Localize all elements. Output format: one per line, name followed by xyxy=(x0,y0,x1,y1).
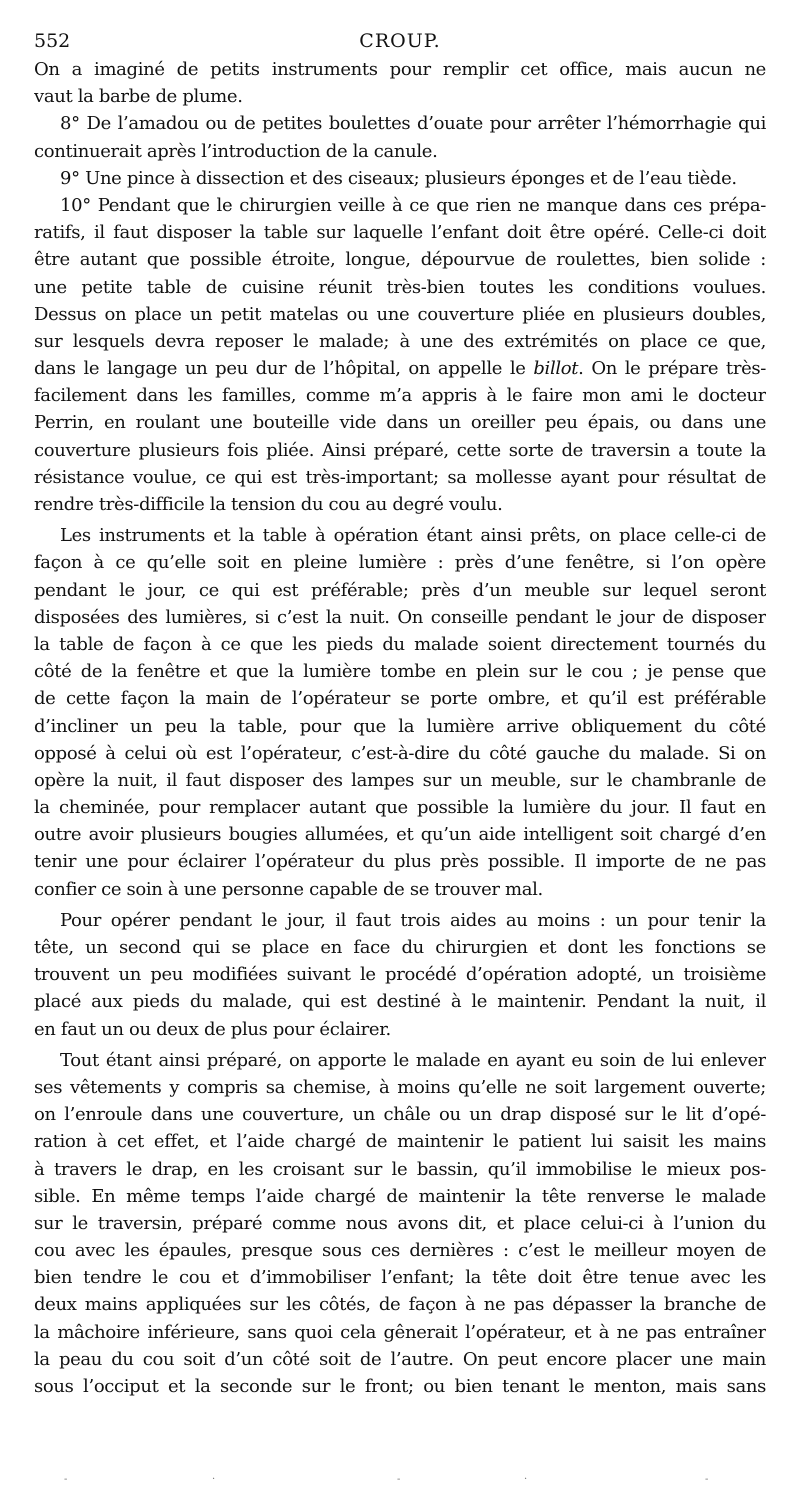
text-line: côté de la fenêtre et que la lumière tombe en plein sur le cou ; je pense que xyxy=(34,661,766,683)
text-line: sur lesquels devra reposer le malade; à une des extrémités on place ce que, xyxy=(34,330,766,352)
page-number: 552 xyxy=(34,30,71,52)
scan-mark: - xyxy=(397,1474,401,1485)
text-line: vaut la barbe de plume. xyxy=(34,86,243,108)
text-line: facilement dans les familles, comme m’a appris à le faire mon ami le docteur xyxy=(34,385,766,407)
text-line: sur le traversin, préparé comme nous avons dit, et place celui-ci à l’union du xyxy=(34,1212,766,1234)
scan-mark: - xyxy=(64,1474,68,1485)
text-line: une petite table de cuisine réunit très-bien toutes les conditions voulues. xyxy=(34,276,766,298)
text-line: continuerait après l’introduction de la canule. xyxy=(34,140,438,162)
text-line: à travers le drap, en les croisant sur le bassin, qu’il immobilise le mieux pos- xyxy=(34,1158,766,1180)
text-line: couverture plusieurs fois pliée. Ainsi préparé, cette sorte de traversin a toute la xyxy=(34,439,766,461)
text-line: sible. En même temps l’aide chargé de maintenir la tête renverse le malade xyxy=(34,1185,766,1207)
scan-mark: · xyxy=(524,1474,528,1485)
text-line: opère la nuit, il faut disposer des lampes sur un meuble, sur le chambranle de xyxy=(34,769,766,791)
running-head xyxy=(34,26,766,56)
scan-mark: - xyxy=(705,1474,709,1485)
text-line xyxy=(34,355,766,382)
text-line: tenir une pour éclairer l’opérateur du plus près possible. Il importe de ne pas xyxy=(34,851,766,873)
text-line: la peau du cou soit d’un côté soit de l’autre. On peut encore placer une main xyxy=(34,1348,766,1370)
text-line: Tout étant ainsi préparé, on apporte le malade en ayant eu soin de lui enlever xyxy=(60,1049,766,1071)
text-line: ses vêtements y compris sa chemise, à moins qu’elle ne soit largement ouverte; xyxy=(34,1076,766,1098)
text-line: façon à ce qu’elle soit en pleine lumière : près d’une fenêtre, si l’on opère xyxy=(34,552,766,574)
text-line: ratifs, il faut disposer la table sur laquelle l’enfant doit être opéré. Celle-ci doit xyxy=(34,222,766,244)
scan-mark: · xyxy=(212,1474,216,1485)
text-line: la table de façon à ce que les pieds du malade soient directement tournés du xyxy=(34,633,766,655)
text-line-start: dans le langage un peu dur de l’hôpital, on appelle le xyxy=(34,358,534,380)
text-line: 10° Pendant que le chirurgien veille à ce que rien ne manque dans ces prépa- xyxy=(60,194,766,216)
running-title: CROUP. xyxy=(359,30,441,52)
text-line: Les instruments et la table à opération étant ainsi prêts, on place celle-ci de xyxy=(60,525,766,547)
text-line: opposé à celui où est l’opérateur, c’est-à-dire du côté gauche du malade. Si on xyxy=(34,742,766,764)
text-line: de cette façon la main de l’opérateur se porte ombre, et qu’il est préférable xyxy=(34,688,766,710)
text-line: cou avec les épaules, presque sous ces dernières : c’est le meilleur moyen de xyxy=(34,1240,766,1262)
text-line: placé aux pieds du malade, qui est destiné à le maintenir. Pendant la nuit, il xyxy=(34,991,766,1013)
text-line: on l’enroule dans une couverture, un châle ou un drap disposé sur le lit d’opé- xyxy=(34,1104,766,1126)
text-line: 9° Une pince à dissection et des ciseaux; plusieurs éponges et de l’eau tiède. xyxy=(60,167,737,189)
text-line-end: . On le prépare très- xyxy=(578,358,766,380)
text-line: confier ce soin à une personne capable de se trouver mal. xyxy=(34,878,543,900)
text-line: pendant le jour, ce qui est préférable; près d’un meuble sur lequel seront xyxy=(34,579,766,601)
text-line: Dessus on place un petit matelas ou une couverture pliée en plusieurs doubles, xyxy=(34,303,766,325)
text-line: la mâchoire inférieure, sans quoi cela gênerait l’opérateur, et à ne pas entraîner xyxy=(34,1321,766,1343)
text-line: tête, un second qui se place en face du chirurgien et dont les fonctions se xyxy=(34,937,766,958)
text-line: deux mains appliquées sur les côtés, de façon à ne pas dépasser la branche de xyxy=(34,1294,766,1316)
footer-marks xyxy=(0,1474,800,1486)
text-line: outre avoir plusieurs bougies allumées, et qu’un aide intelligent soit chargé d’en xyxy=(34,824,766,846)
text-line: d’incliner un peu la table, pour que la lumière arrive obliquement du côté xyxy=(34,715,766,737)
italic-term: billot xyxy=(533,358,579,380)
body-text xyxy=(34,56,766,1400)
text-line: bien tendre le cou et d’immobiliser l’enfant; la tête doit être tenue avec les xyxy=(34,1267,766,1289)
text-line: sous l’occiput et la seconde sur le front; ou bien tenant le menton, mais sans xyxy=(34,1376,766,1397)
text-line: Perrin, en roulant une bouteille vide dans un oreiller peu épais, ou dans une xyxy=(34,412,766,434)
text-line: 8° De l’amadou ou de petites boulettes d’ouate pour arrêter l’hémorrhagie qui xyxy=(60,113,766,135)
text-line: disposées des lumières, si c’est la nuit. On conseille pendant le jour de disposer xyxy=(34,606,766,628)
book-page xyxy=(34,26,766,1400)
text-line: trouvent un peu modifiées suivant le procédé d’opération adopté, un troisième xyxy=(34,964,766,986)
text-line: ration à cet effet, et l’aide chargé de maintenir le patient lui saisit les mains xyxy=(34,1131,766,1153)
text-line: Pour opérer pendant le jour, il faut trois aides au moins : un pour tenir la xyxy=(60,909,766,931)
text-line: en faut un ou deux de plus pour éclairer. xyxy=(34,1018,391,1040)
text-line: être autant que possible étroite, longue, dépourvue de roulettes, bien solide : xyxy=(34,249,766,271)
text-line: la cheminée, pour remplacer autant que possible la lumière du jour. Il faut en xyxy=(34,797,766,819)
text-line: On a imaginé de petits instruments pour remplir cet office, mais aucun ne xyxy=(34,59,766,80)
text-line: rendre très-difficile la tension du cou au degré voulu. xyxy=(34,494,503,515)
text-line: résistance voulue, ce qui est très-important; sa mollesse ayant pour résultat de xyxy=(34,466,766,488)
